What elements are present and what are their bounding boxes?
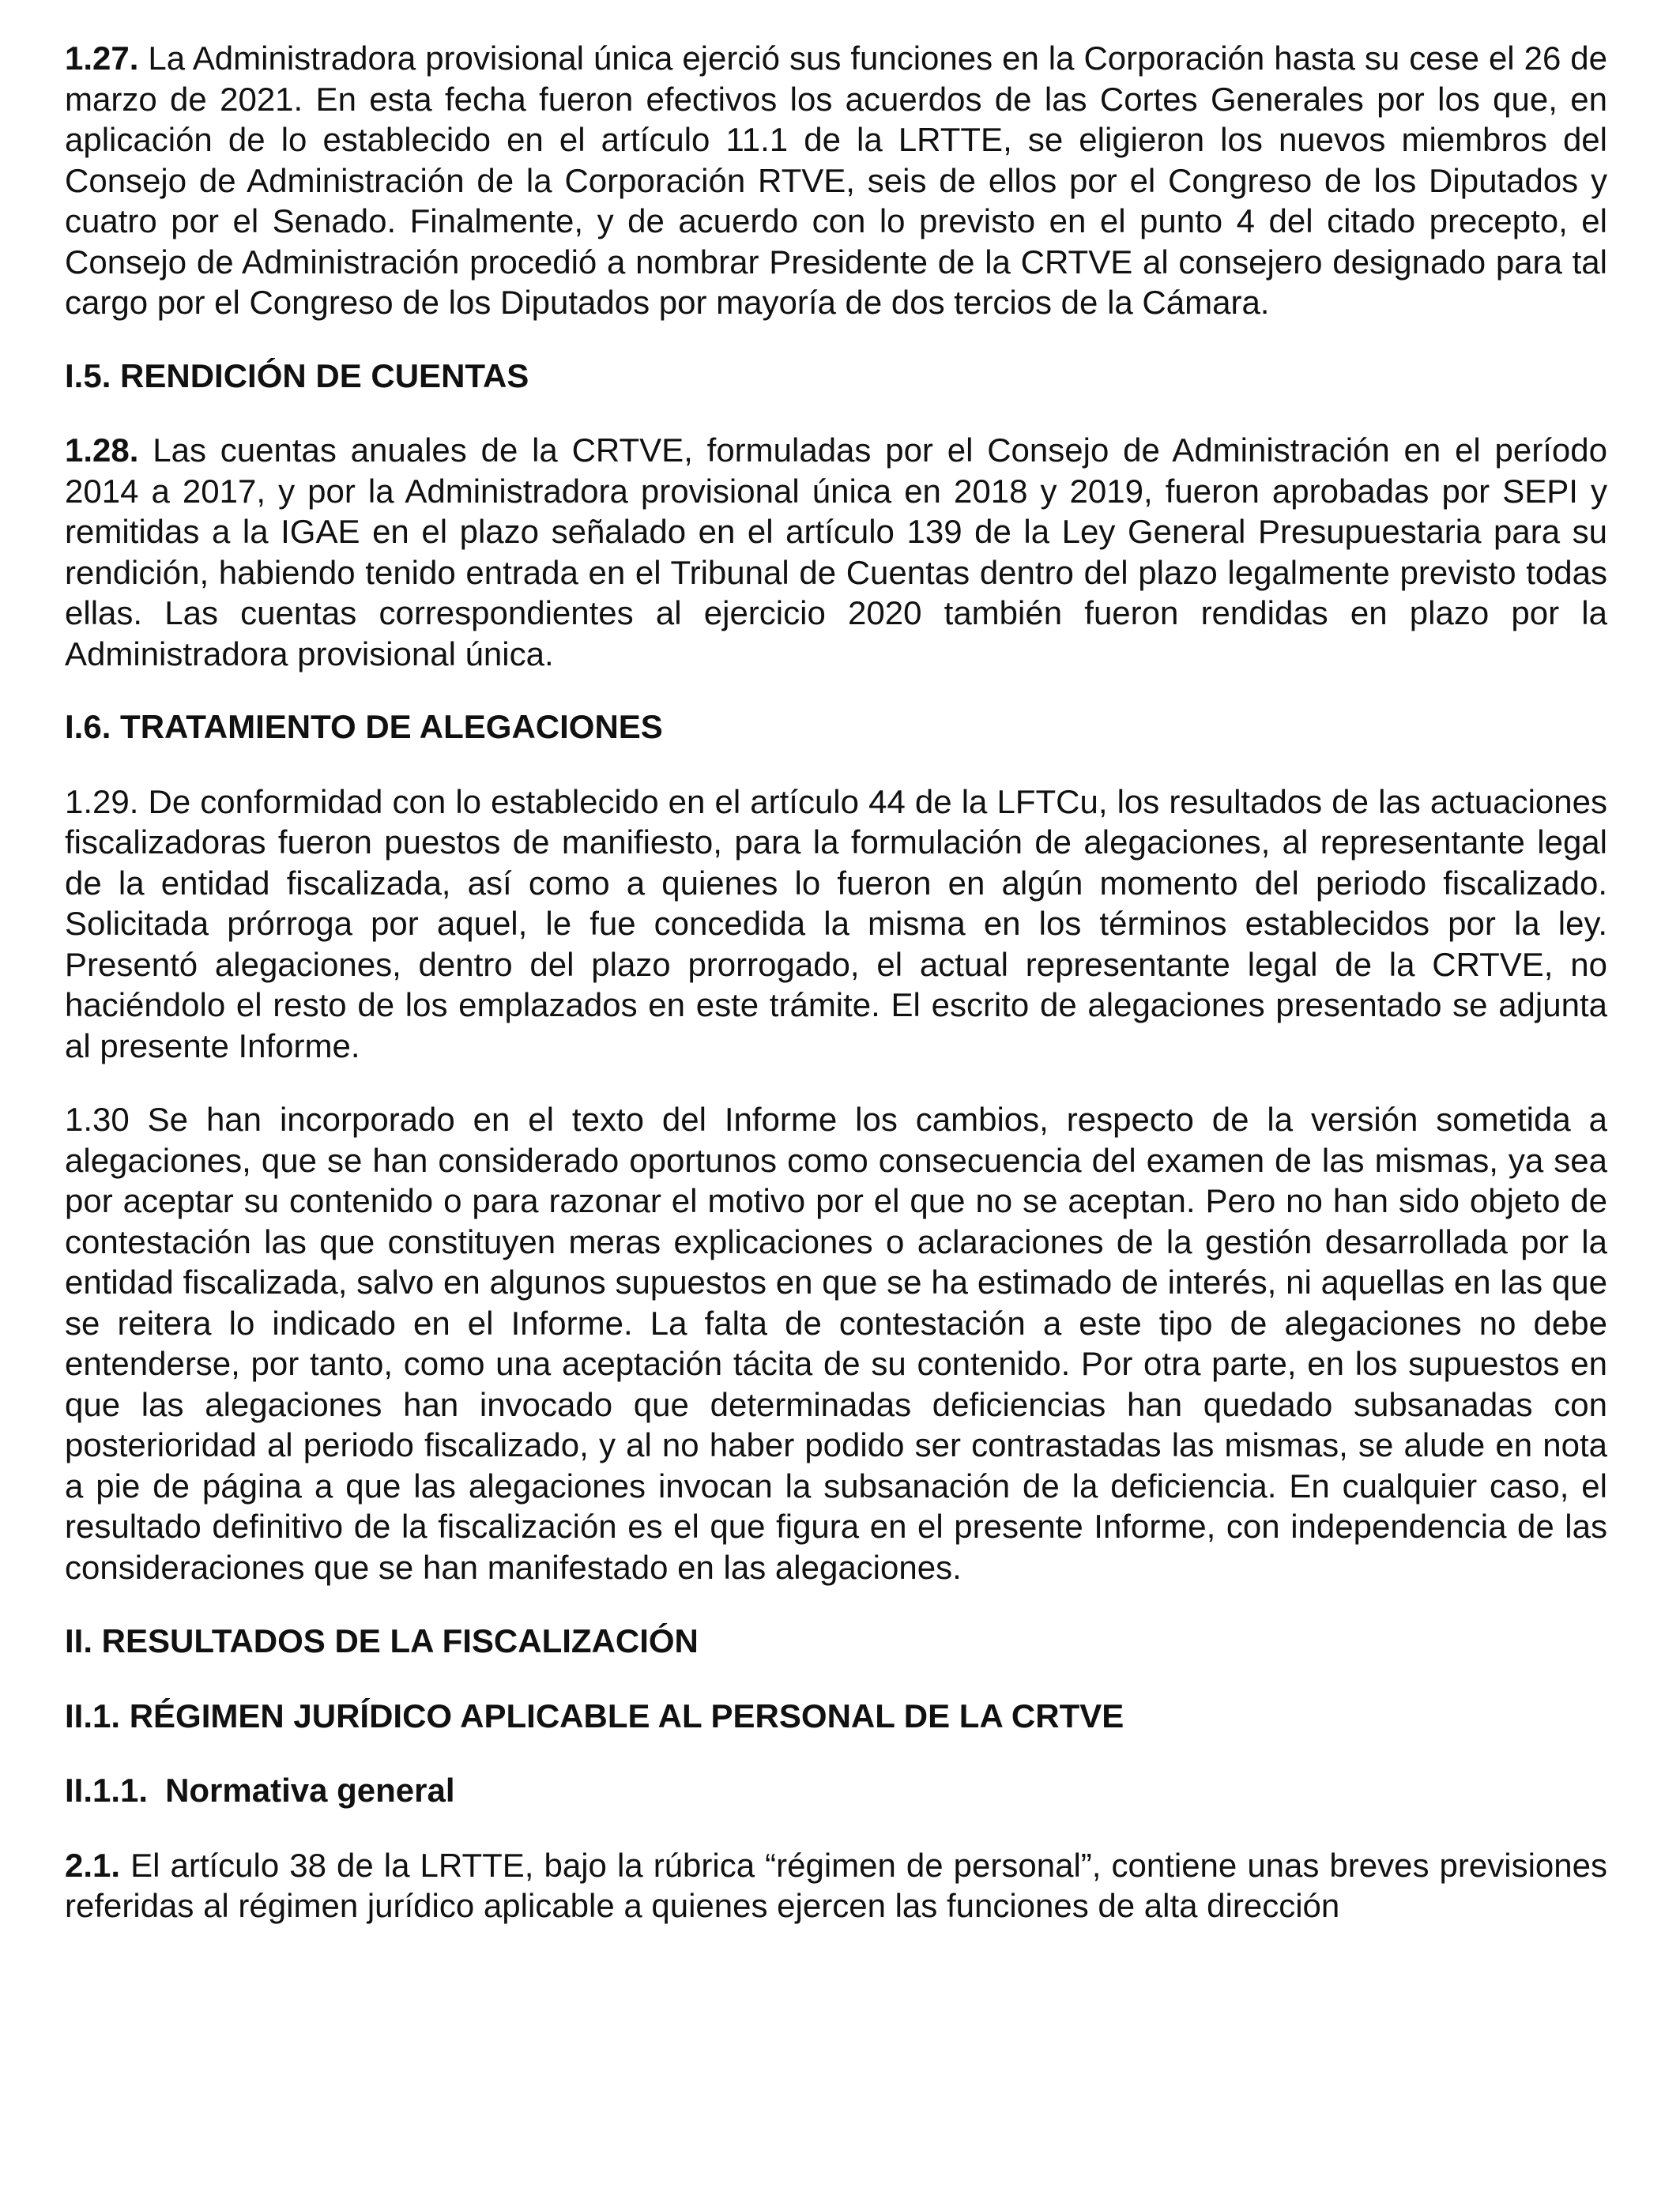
paragraph-1-30: 1.30 Se han incorporado en el texto del Informe los cambios, respecto de la versión sometida a alegaciones, que se han considerado oportunos como consecuencia del examen de las mismas, ya sea por aceptar su contenido o para razonar el motivo por el que no se aceptan. Pero no han sido objeto de contestación las que constituyen meras explicaciones o aclaraciones de la gestión desarrollada por la entidad fiscalizada, salvo en algunos supuestos en que se ha estimado de interés, ni aquellas en las que se reitera lo indicado en el Informe. La falta de contestación a este tipo de alegaciones no debe entenderse, por tanto, como una aceptación tácita de su contenido. Por otra parte, en los supuestos en que las alegaciones han invocado que determinadas deficiencias han quedado subsanadas con posterioridad al periodo fiscalizado, y al no haber podido ser contrastadas las mismas, se alude en nota a pie de página a que las alegaciones invocan la subsanación de la deficiencia. En cualquier caso, el resultado definitivo de la fiscalización es el que figura en el presente Informe, con independencia de las consideraciones que se han manifestado en las alegaciones. bbox=[65, 1101, 1607, 1586]
paragraph-1-29: 1.29. De conformidad con lo establecido en el artículo 44 de la LFTCu, los resultados de las actuaciones fiscalizadoras fueron puestos de manifiesto, para la formulación de alegaciones, al representante legal de la entidad fiscalizada, así como a quienes lo fueron en algún momento del periodo fiscalizado. Solicitada prórroga por aquel, le fue concedida la misma en los términos establecidos por la ley. Presentó alegaciones, dentro del plazo prorrogado, el actual representante legal de la CRTVE, no haciéndolo el resto de los emplazados en este trámite. El escrito de alegaciones presentado se adjunta al presente Informe. bbox=[65, 782, 1607, 1064]
paragraph-number: 1.27. bbox=[65, 40, 139, 77]
paragraph-text: La Administradora provisional única ejerció sus funciones en la Corporación hasta su cese el 26 de marzo de 2021. En esta fecha fueron efectivos los acuerdos de las Cortes Generales por los que, en aplicación de lo establecido en el artículo 11.1 de la LRTTE, se eligieron los nuevos miembros del Consejo de Administración de la Corporación RTVE, seis de ellos por el Congreso de los Diputados y cuatro por el Senado. Finalmente, y de acuerdo con lo previsto en el punto 4 del citado precepto, el Consejo de Administración procedió a nombrar Presidente de la CRTVE al consejero designado para tal cargo por el Congreso de los Diputados por mayoría de dos tercios de la Cámara. bbox=[65, 40, 1608, 321]
paragraph-2-1 bbox=[65, 1845, 1607, 1926]
section-heading-i-6: I.6. TRATAMIENTO DE ALEGACIONES bbox=[65, 708, 663, 745]
document-page bbox=[65, 38, 1607, 1926]
subsection-title: Normativa general bbox=[165, 1772, 455, 1809]
paragraph-text: El artículo 38 de la LRTTE, bajo la rúbrica “régimen de personal”, contiene unas breves previsiones referidas al régimen jurídico aplicable a quienes ejercen las funciones de alta dirección bbox=[65, 1846, 1607, 1924]
paragraph-1-28 bbox=[65, 430, 1607, 674]
paragraph-number: 2.1. bbox=[65, 1846, 121, 1884]
subsection-heading-ii-1-1 bbox=[65, 1770, 1607, 1811]
section-heading-ii: II. RESULTADOS DE LA FISCALIZACIÓN bbox=[65, 1622, 699, 1659]
paragraph-number: 1.28. bbox=[65, 431, 139, 469]
section-heading-ii-1: II.1. RÉGIMEN JURÍDICO APLICABLE AL PERSONAL DE LA CRTVE bbox=[65, 1697, 1124, 1734]
section-heading-i-5: I.5. RENDICIÓN DE CUENTAS bbox=[65, 356, 529, 394]
paragraph-1-27 bbox=[65, 38, 1607, 323]
paragraph-text: Las cuentas anuales de la CRTVE, formuladas por el Consejo de Administración en el período 2014 a 2017, y por la Administradora provisional única en 2018 y 2019, fueron aprobadas por SEPI y remitidas a la IGAE en el plazo señalado en el artículo 139 de la Ley General Presupuestaria para su rendición, habiendo tenido entrada en el Tribunal de Cuentas dentro del plazo legalmente previsto todas ellas. Las cuentas correspondientes al ejercicio 2020 también fueron rendidas en plazo por la Administradora provisional única. bbox=[65, 431, 1608, 672]
subsection-number: II.1.1. bbox=[65, 1772, 149, 1809]
